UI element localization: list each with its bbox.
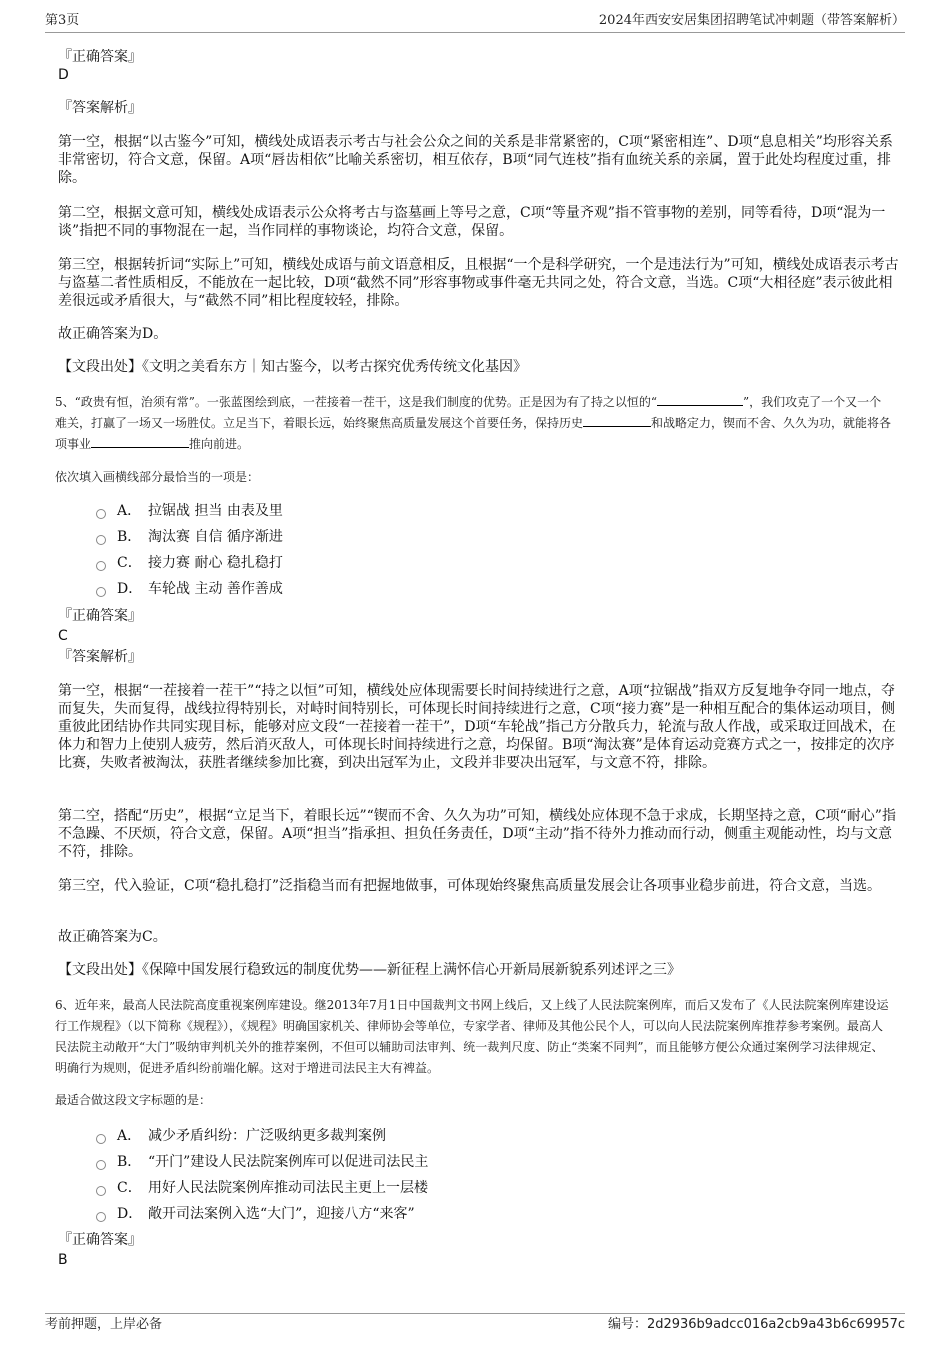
footer-slogan: 考前押题，上岸必备 bbox=[45, 1317, 163, 1332]
document-code: 编号：2d2936b9adcc016a2cb9a43b6c69957c bbox=[607, 1317, 905, 1332]
radio-icon[interactable] bbox=[96, 1212, 106, 1222]
option-d[interactable]: D． 敞开司法案例入选“大门”，迎接八方“来客” bbox=[96, 1204, 415, 1224]
question-stem: 最适合做这段文字标题的是： bbox=[55, 1093, 212, 1107]
radio-icon[interactable] bbox=[96, 587, 106, 597]
correct-answer: B bbox=[58, 1252, 68, 1268]
analysis-paragraph: 第二空，搭配“历史”，根据“立足当下，着眼长远”“锲而不舍、久久为功”可知，横线处应体现不急于求成，长期坚持之意，C项“耐心”指不急躁、不厌烦，符合文意，保留。A项“担当”指承担、担负任务责任，D项“主动”指不待外力推动而行动，侧重主观能动性，均与文意不符，排除。 bbox=[58, 808, 896, 860]
option-d[interactable]: D． 车轮战 主动 善作善成 bbox=[96, 579, 283, 599]
analysis-paragraph: 第三空，代入验证，C项“稳扎稳打”泛指稳当而有把握地做事，可体现始终聚焦高质量发展会让各项事业稳步前进，符合文意，当选。 bbox=[58, 878, 882, 894]
radio-icon[interactable] bbox=[96, 1134, 106, 1144]
conclusion: 故正确答案为C。 bbox=[58, 929, 167, 945]
option-b[interactable]: B． “开门”建设人民法院案例库可以促进司法民主 bbox=[96, 1152, 428, 1172]
fill-blank bbox=[583, 413, 651, 427]
option-b[interactable]: B． 淘汰赛 自信 循序渐进 bbox=[96, 527, 283, 547]
option-a[interactable]: A． 拉锯战 担当 由表及里 bbox=[96, 501, 283, 521]
analysis-paragraph: 第一空，根据“以古鉴今”可知，横线处成语表示考古与社会公众之间的关系是非常紧密的，C项“紧密相连”、D项“息息相关”均形容关系非常密切，符合文意，保留。A项“唇齿相依”比喻关系密切，相互依存，B项“同气连枝”指有血统关系的亲属，置于此处均程度过重，排除。 bbox=[58, 134, 893, 186]
correct-answer: C bbox=[58, 628, 68, 644]
page-footer bbox=[45, 1313, 905, 1334]
source-citation: 【文段出处】《文明之美看东方｜知古鉴今，以考古探究优秀传统文化基因》 bbox=[58, 359, 527, 375]
analysis-paragraph: 第二空，根据文意可知，横线处成语表示公众将考古与盗墓画上等号之意，C项“等量齐观”指不管事物的差别，同等看待，D项“混为一谈”指把不同的事物混在一起，当作同样的事物谈论，均符合文意，保留。 bbox=[58, 205, 886, 239]
page-number: 第3页 bbox=[45, 13, 80, 28]
question-text: 6、近年来，最高人民法院高度重视案例库建设。继2013年7月1日中国裁判文书网上线后，又上线了人民法院案例库，而后又发布了《人民法院案例库建设运行工作规程》（以下简称《规程》），《规程》明确国家机关、律师协会等单位，专家学者、律师及其他公民个人，可以向人民法院案例库推荐参考案例。最高人民法院主动敞开“大门”吸纳审判机关外的推荐案例，不但可以辅助司法审判、统一裁判尺度、防止“类案不同判”，而且能够方便公众通过案例学习法律规定、明确行为规则，促进矛盾纠纷前端化解。这对于增进司法民主大有裨益。 bbox=[55, 998, 889, 1075]
fill-blank bbox=[657, 392, 743, 406]
radio-icon[interactable] bbox=[96, 561, 106, 571]
source-citation: 【文段出处】《保障中国发展行稳致远的制度优势——新征程上满怀信心开新局展新貌系列述评之三》 bbox=[58, 962, 681, 978]
analysis-paragraph: 第一空，根据“一茬接着一茬干”“持之以恒”可知，横线处应体现需要长时间持续进行之意，A项“拉锯战”指双方反复地争夺同一地点，夺而复失，失而复得，战线拉得特别长，对峙时间特别长，可体现长时间持续进行之意，C项“接力赛”是一种相互配合的集体运动项目，侧重彼此团结协作共同实现目标，能够对应文段“一茬接着一茬干”，D项“车轮战”指己方分散兵力，轮流与敌人作战，或采取迂回战术，在体力和智力上使别人疲劳，然后消灭敌人，可体现长时间持续进行之意，均保留。B项“淘汰赛”是体育运动竞赛方式之一，按排定的次序比赛，失败者被淘汰，获胜者继续参加比赛，到决出冠军为止，文段并非要决出冠军，与文意不符，排除。 bbox=[58, 683, 896, 771]
answer-label: 『正确答案』 bbox=[58, 49, 142, 65]
answer-label: 『正确答案』 bbox=[58, 1232, 142, 1248]
correct-answer: D bbox=[58, 67, 69, 83]
analysis-label: 『答案解析』 bbox=[58, 649, 142, 665]
fill-blank bbox=[91, 434, 189, 448]
conclusion: 故正确答案为D。 bbox=[58, 326, 168, 342]
radio-icon[interactable] bbox=[96, 509, 106, 519]
analysis-paragraph: 第三空，根据转折词“实际上”可知，横线处成语与前文语意相反，且根据“一个是科学研究，一个是违法行为”可知，横线处成语表示考古与盗墓二者性质相反，不能放在一起比较，D项“截然不同”形容事物或事件毫无共同之处，符合文意，当选。C项“大相径庭”表示彼此相差很远或矛盾很大，与“截然不同”相比程度较轻，排除。 bbox=[58, 257, 899, 309]
document-title: 2024年西安安居集团招聘笔试冲刺题（带答案解析） bbox=[598, 13, 905, 28]
question-stem: 依次填入画横线部分最恰当的一项是： bbox=[55, 470, 260, 484]
analysis-label: 『答案解析』 bbox=[58, 100, 142, 116]
page-header bbox=[45, 10, 905, 33]
option-c[interactable]: C． 用好人民法院案例库推动司法民主更上一层楼 bbox=[96, 1178, 428, 1198]
radio-icon[interactable] bbox=[96, 1186, 106, 1196]
radio-icon[interactable] bbox=[96, 1160, 106, 1170]
question-text: 5、“政贵有恒，治须有常”。一张蓝图绘到底，一茬接着一茬干，这是我们制度的优势。正是因为有了持之以恒的“ ”，我们攻克了一个又一个难关，打赢了一场又一场胜仗。立足当下，着眼长远，始终聚焦高质量发展这个首要任务，保持历史 和战略定力，锲而不舍、久久为功，就能将各项事业 推向前进。 bbox=[55, 392, 893, 455]
option-c[interactable]: C． 接力赛 耐心 稳扎稳打 bbox=[96, 553, 283, 573]
radio-icon[interactable] bbox=[96, 535, 106, 545]
option-a[interactable]: A． 减少矛盾纠纷：广泛吸纳更多裁判案例 bbox=[96, 1126, 386, 1146]
answer-label: 『正确答案』 bbox=[58, 608, 142, 624]
